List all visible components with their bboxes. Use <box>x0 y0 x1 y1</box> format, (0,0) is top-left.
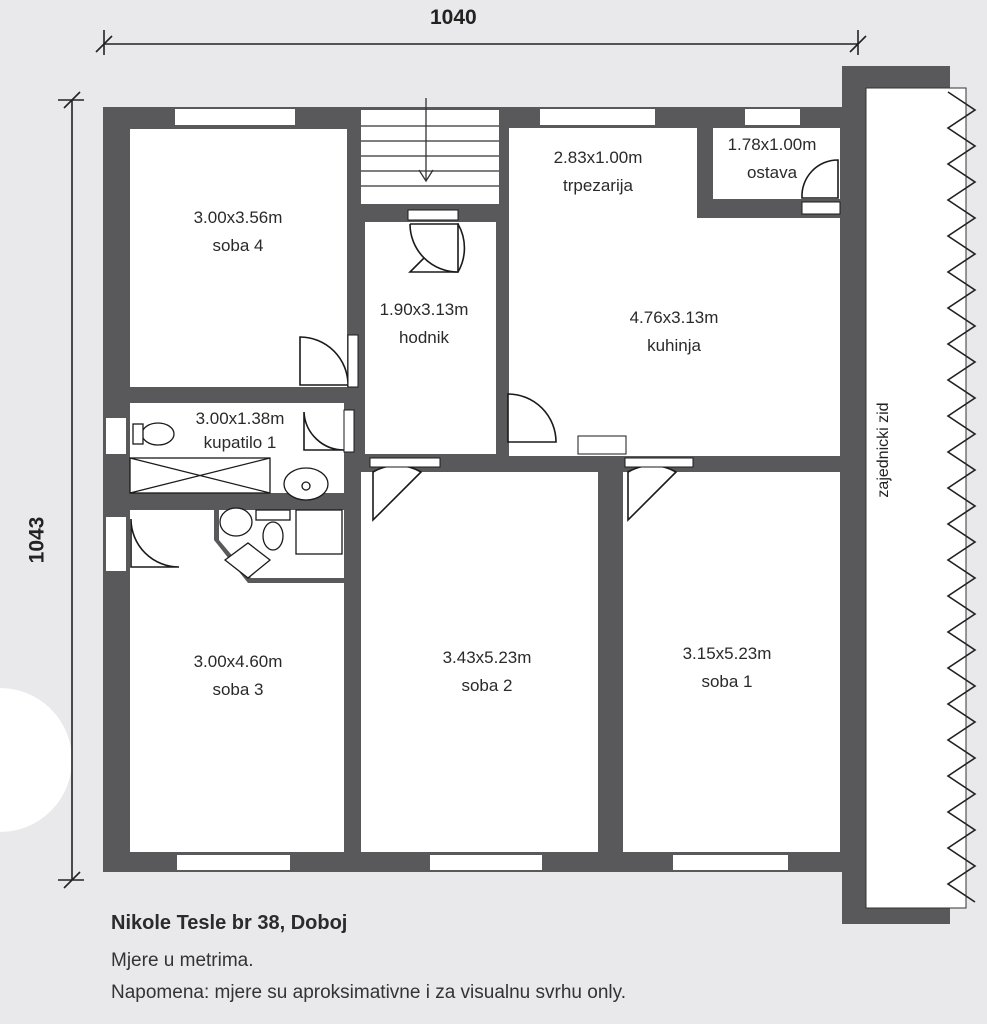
shared-wall-label: zajednicki zid <box>875 402 892 498</box>
room-name: soba 2 <box>461 676 513 695</box>
room-label-kupatilo-1 <box>196 407 285 455</box>
room-name: soba 1 <box>701 672 753 691</box>
room-label-hodnik <box>380 296 469 352</box>
room-dims: 2.83x1.00m <box>553 148 643 167</box>
room-dims: 1.90x3.13m <box>379 300 469 319</box>
room-name: kupatilo 1 <box>203 433 277 452</box>
room-dims: 3.00x4.60m <box>193 652 283 671</box>
room-name: hodnik <box>398 328 450 347</box>
decorative-circle <box>0 688 72 832</box>
room-dims: 4.76x3.13m <box>629 308 719 327</box>
room-label-soba-3 <box>194 648 283 704</box>
room-dims: 3.00x1.38m <box>195 409 285 428</box>
room-label-ostava <box>728 131 817 187</box>
room-name: soba 3 <box>212 680 264 699</box>
room-label-trpezarija <box>554 144 643 200</box>
room-label-soba-2 <box>443 644 532 700</box>
room-name: kuhinja <box>647 336 701 355</box>
room-label-soba-1 <box>683 640 772 696</box>
room-dims: 1.78x1.00m <box>727 135 817 154</box>
width-dimension-line <box>96 30 866 55</box>
room-name: ostava <box>746 163 798 182</box>
room-dims: 3.15x5.23m <box>682 644 772 663</box>
width-label: 1040 <box>430 6 477 29</box>
room-name: soba 4 <box>212 236 264 255</box>
stairwell <box>361 110 499 204</box>
room-name: trpezarija <box>563 176 633 195</box>
room-label-soba-4 <box>194 204 283 260</box>
room-label-kuhinja <box>630 304 719 360</box>
height-label: 1043 <box>25 516 49 564</box>
address-title: Nikole Tesle br 38, Doboj <box>111 912 348 934</box>
room-dims: 3.00x3.56m <box>193 208 283 227</box>
room-dims: 3.43x5.23m <box>442 648 532 667</box>
disclaimer-note: Napomena: mjere su aproksimativne i za visualnu svrhu only. <box>111 982 626 1003</box>
units-note: Mjere u metrima. <box>111 950 254 971</box>
